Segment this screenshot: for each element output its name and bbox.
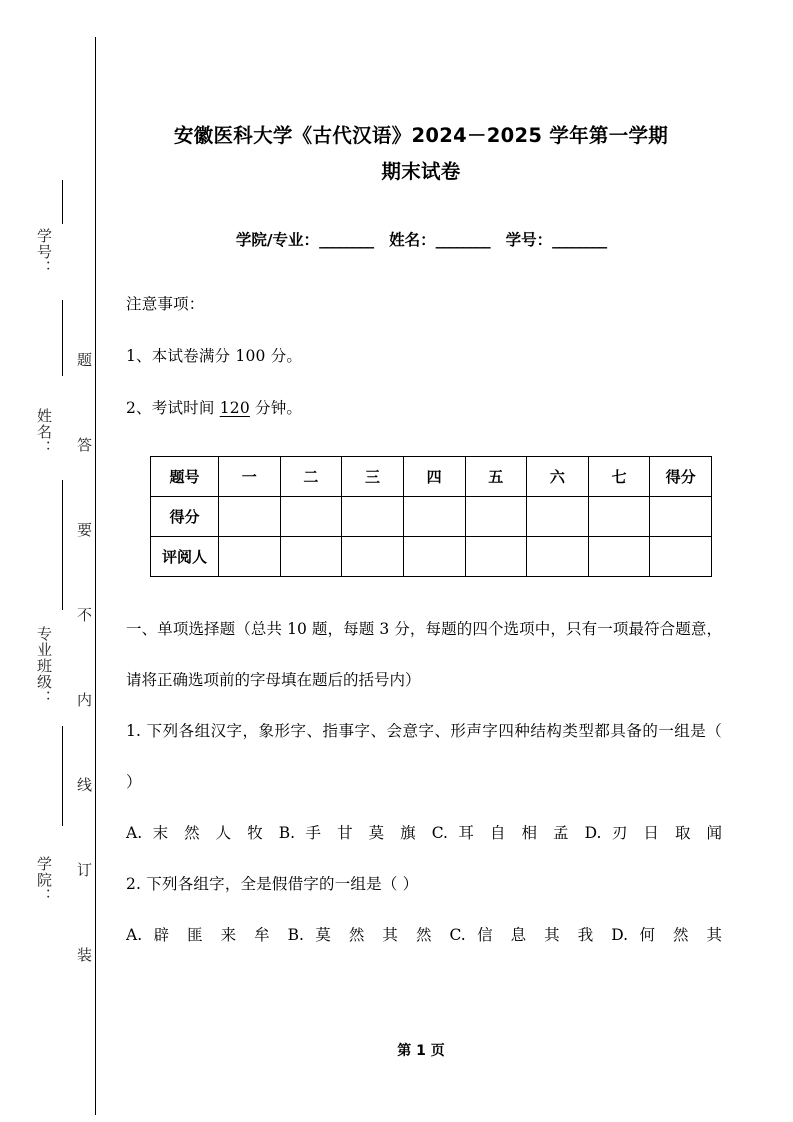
sidebar-notice-char-5: 内: [75, 692, 93, 708]
name-label: 姓名：: [389, 231, 436, 249]
score-header-total: 得分: [650, 457, 712, 497]
score-cell[interactable]: [403, 497, 465, 537]
sidebar-blank-student-id: [62, 300, 63, 376]
notice-heading: 注意事项：: [126, 295, 205, 313]
title-line-1: 安徽医科大学《古代汉语》2024－2025 学年第一学期: [173, 124, 669, 147]
table-row: [151, 457, 712, 497]
score-header-q4: 四: [403, 457, 465, 497]
score-header-q6: 六: [527, 457, 589, 497]
reviewer-row-label: 评阅人: [151, 537, 219, 577]
score-header-q3: 三: [342, 457, 404, 497]
table-row: [151, 497, 712, 537]
sidebar-notice-char-6: 线: [75, 777, 93, 793]
question-1-stem: 1. 下列各组汉字，象形字、指事字、会意字、形声字四种结构类型都具备的一组是（ ）: [126, 722, 722, 791]
sidebar-label-name: 姓名：: [35, 408, 53, 456]
section-1-heading: 一、单项选择题（总共 10 题，每题 3 分，每题的四个选项中，只有一项最符合题意，请将正确选项前的字母填在题后的括号内）: [126, 620, 722, 689]
score-cell[interactable]: [465, 497, 527, 537]
student-id-blank[interactable]: ________: [552, 231, 607, 249]
sidebar-blank-top: [62, 180, 63, 224]
college-major-label: 学院/专业：: [235, 231, 320, 249]
sidebar-notice-char-2: 答: [75, 437, 93, 453]
reviewer-cell[interactable]: [280, 537, 342, 577]
sidebar-blank-class: [62, 726, 63, 826]
score-cell[interactable]: [527, 497, 589, 537]
score-cell[interactable]: [219, 497, 281, 537]
score-header-q2: 二: [280, 457, 342, 497]
college-major-blank[interactable]: ________: [319, 231, 374, 249]
sidebar-label-student-id: 学号：: [35, 228, 53, 276]
student-info-line: [126, 228, 716, 250]
reviewer-cell[interactable]: [465, 537, 527, 577]
sidebar-notice-char-4: 不: [75, 607, 93, 623]
score-cell[interactable]: [342, 497, 404, 537]
notice-section: [126, 278, 716, 434]
page-footer: 第 1 页: [397, 1043, 445, 1059]
name-blank[interactable]: ________: [435, 231, 490, 249]
reviewer-cell[interactable]: [650, 537, 712, 577]
score-cell[interactable]: [650, 497, 712, 537]
score-table-wrapper: [150, 456, 712, 577]
reviewer-cell[interactable]: [342, 537, 404, 577]
reviewer-cell[interactable]: [527, 537, 589, 577]
question-section-1: [126, 604, 722, 961]
question-2-stem: 2. 下列各组字，全是假借字的一组是（ ）: [126, 875, 419, 893]
reviewer-cell[interactable]: [219, 537, 281, 577]
score-table: [150, 456, 712, 577]
sidebar-notice-char-3: 要: [75, 522, 93, 538]
table-row: [151, 537, 712, 577]
sidebar-notice-char-1: 题: [75, 352, 93, 368]
score-header-q7: 七: [588, 457, 650, 497]
reviewer-cell[interactable]: [588, 537, 650, 577]
exam-duration-value: 120: [219, 399, 250, 417]
student-id-label: 学号：: [505, 231, 553, 249]
sidebar-label-college: 学院：: [35, 856, 53, 904]
sidebar-notice-char-8: 装: [75, 947, 93, 963]
sidebar-vertical-rule: [95, 37, 96, 1115]
score-header-label: 题号: [151, 457, 219, 497]
question-1-options: A. 末 然 人 牧 B. 手 甘 莫 旗 C. 耳 自 相 孟 D. 刃 日 取 闻: [126, 824, 722, 842]
question-2-options: A. 辟 匪 来 牟 B. 莫 然 其 然 C. 信 息 其 我 D. 何 然 其: [126, 926, 722, 944]
binding-sidebar: [0, 0, 110, 1122]
score-row-label: 得分: [151, 497, 219, 537]
notice-item-2-prefix: 2、考试时间: [126, 399, 220, 417]
score-cell[interactable]: [588, 497, 650, 537]
score-cell[interactable]: [280, 497, 342, 537]
page-title: [126, 118, 716, 190]
notice-item-1: 1、本试卷满分 100 分。: [126, 347, 303, 365]
title-line-2: 期末试卷: [381, 160, 461, 183]
sidebar-label-class: 专业班级：: [35, 626, 53, 706]
sidebar-notice-char-7: 订: [75, 862, 93, 878]
reviewer-cell[interactable]: [403, 537, 465, 577]
notice-item-2-suffix: 分钟。: [249, 399, 303, 417]
sidebar-blank-name: [62, 480, 63, 610]
score-header-q5: 五: [465, 457, 527, 497]
score-header-q1: 一: [219, 457, 281, 497]
notice-item-2: [126, 382, 716, 434]
